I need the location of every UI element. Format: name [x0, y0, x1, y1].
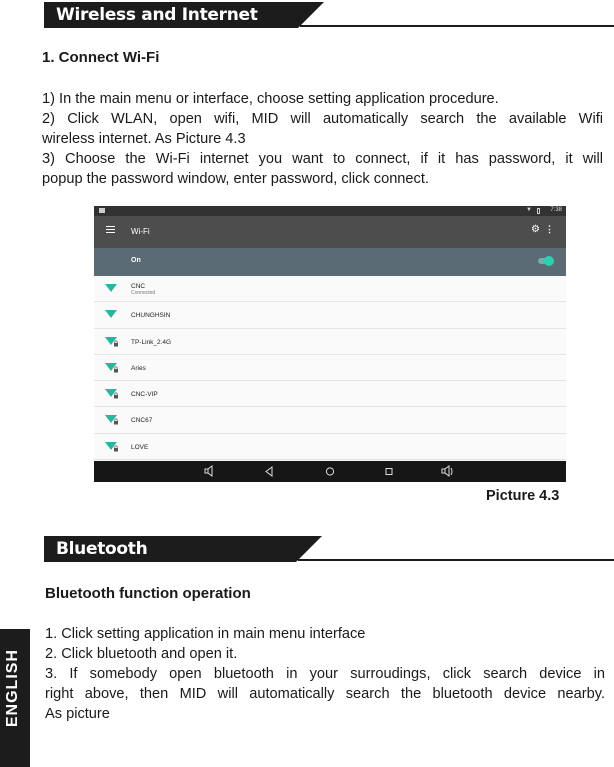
- wifi-signal-icon: [105, 337, 119, 347]
- wifi-settings-screenshot: [94, 206, 566, 482]
- network-row[interactable]: [94, 329, 566, 355]
- network-name: TP-Link_2.4G: [131, 338, 172, 346]
- network-name: LOVE: [131, 443, 149, 451]
- network-row[interactable]: [94, 276, 566, 302]
- notification-icon: [99, 208, 105, 213]
- volume-down-icon[interactable]: [205, 466, 212, 476]
- bluetooth-line-2: 2. Click bluetooth and open it.: [45, 646, 238, 662]
- gear-icon[interactable]: ⚙: [531, 224, 540, 235]
- language-side-tab-label: ENGLISH: [4, 649, 21, 728]
- status-bar: [94, 206, 566, 216]
- bluetooth-instructions: [45, 624, 605, 724]
- language-side-tab: [0, 629, 30, 767]
- menu-icon[interactable]: [106, 226, 115, 233]
- network-name: CNC67: [131, 417, 153, 425]
- connect-wifi-heading: 1. Connect Wi-Fi: [42, 49, 160, 66]
- network-name: CHUNGHSIN: [131, 312, 171, 320]
- battery-icon: [537, 208, 540, 214]
- wireless-section-banner: [44, 2, 334, 28]
- volume-up-icon[interactable]: [442, 466, 452, 476]
- wireless-section-rule: [300, 25, 614, 27]
- recents-icon[interactable]: [386, 469, 392, 475]
- network-row[interactable]: [94, 355, 566, 381]
- network-name: Aries: [131, 364, 146, 372]
- status-time: 7:38: [550, 207, 562, 213]
- wifi-toggle-switch[interactable]: [538, 258, 552, 264]
- more-options-icon[interactable]: ⋮: [545, 224, 554, 234]
- toggle-knob: [544, 256, 554, 266]
- picture-caption: Picture 4.3: [486, 488, 560, 504]
- app-bar: [94, 216, 566, 248]
- network-name: CNC-VIP: [131, 391, 158, 399]
- network-row[interactable]: [94, 434, 566, 460]
- wireless-section-title: Wireless and Internet: [56, 5, 258, 25]
- wifi-signal-icon: [105, 442, 119, 452]
- wifi-toggle-label: On: [131, 257, 141, 264]
- network-row[interactable]: [94, 407, 566, 433]
- network-status: Connected: [131, 290, 156, 296]
- bluetooth-section-banner: [44, 536, 334, 562]
- wifi-signal-icon: [105, 415, 119, 425]
- bluetooth-line-1: 1. Click setting application in main menu interface: [45, 626, 366, 642]
- wireless-line-3: wireless internet. As Picture 4.3: [42, 131, 246, 147]
- wireless-line-4: 3) Choose the Wi-Fi internet you want to connect, if it has password, it will: [42, 151, 603, 167]
- bluetooth-section-rule: [298, 559, 614, 561]
- bluetooth-operation-heading: Bluetooth function operation: [45, 585, 251, 602]
- nav-icons: [94, 461, 566, 482]
- wifi-signal-icon: [105, 310, 119, 320]
- network-row[interactable]: [94, 381, 566, 407]
- home-icon[interactable]: [326, 468, 333, 475]
- back-icon[interactable]: [266, 467, 272, 476]
- wireless-line-5: popup the password window, enter password, click connect.: [42, 171, 429, 187]
- wifi-signal-icon: [105, 389, 119, 399]
- wifi-signal-icon: [105, 363, 119, 373]
- bluetooth-line-4: right above, then MID will automatically search the bluetooth device nearby.: [45, 686, 605, 702]
- bluetooth-line-5: As picture: [45, 706, 110, 722]
- network-row[interactable]: [94, 302, 566, 328]
- wireless-line-2: 2) Click WLAN, open wifi, MID will automatically search the available Wifi: [42, 111, 603, 127]
- bluetooth-section-title: Bluetooth: [56, 539, 148, 559]
- wifi-toggle-row[interactable]: [94, 248, 566, 276]
- navigation-bar: [94, 461, 566, 482]
- network-name: CNC: [131, 283, 146, 290]
- signal-icon: ▼: [526, 207, 532, 213]
- wifi-signal-icon: [105, 284, 119, 294]
- wireless-line-1: 1) In the main menu or interface, choose setting application procedure.: [42, 91, 499, 107]
- wireless-instructions: [42, 89, 603, 189]
- network-list: [94, 276, 566, 460]
- app-title: Wi-Fi: [131, 227, 150, 236]
- bluetooth-line-3: 3. If somebody open bluetooth in your surroudings, click search device in: [45, 666, 605, 682]
